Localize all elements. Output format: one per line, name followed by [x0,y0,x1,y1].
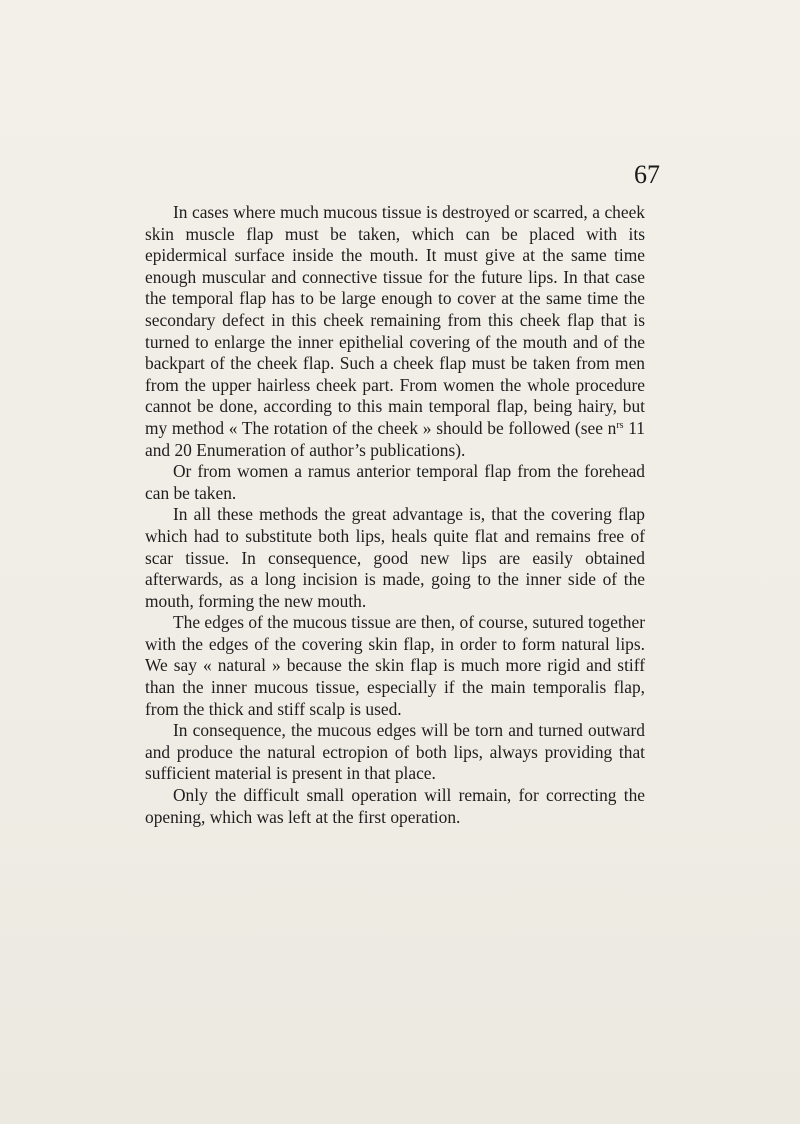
paragraph-1-continuation: 11 and 20 Enumeration of author’s publications). [145,417,645,460]
paragraph-1-text: In cases where much mucous tissue is destroyed or scarred, a cheek skin muscle flap must be taken, which can be placed with its epidermical surface inside the mouth. It must give at the same time enough muscular and connective tissue for the future lips. In that case the temporal flap has to be large enough to cover at the same time the secondary defect in this cheek remaining from this cheek flap that is turned to enlarge the inner epithelial covering of the mouth and of the backpart of the cheek flap. Such a cheek flap must be taken from men from the upper hairless cheek part. From women the whole procedure cannot be done, according to this main temporal flap, being hairy, but my method « The rotation of the cheek » should be followed (see n [145,202,645,438]
paragraph-4: The edges of the mucous tissue are then, of course, sutured together with the edges of the covering skin flap, in order to form natural lips. We say « natural » because the skin flap is much more rigid and stiff than the inner mucous tissue, especially if the main temporalis flap, from the thick and stiff scalp is used. [145,612,645,719]
footnote-superscript: rs [616,419,624,431]
paragraph-5: In consequence, the mucous edges will be torn and turned outward and produce the natural ectropion of both lips, always providing that sufficient material is present in that place. [145,720,645,784]
body-text [145,202,645,828]
page-number: 67 [634,160,660,189]
paragraph-6: Only the difficult small operation will remain, for correcting the opening, which was left at the first operation. [145,785,645,827]
paragraph-1 [145,202,645,461]
paragraph-3: In all these methods the great advantage is, that the covering flap which had to substitute both lips, heals quite flat and remains free of scar tissue. In consequence, good new lips are easily obtained afterwards, as a long incision is made, going to the inner side of the mouth, forming the new mouth. [145,504,645,611]
paragraph-2: Or from women a ramus anterior temporal flap from the forehead can be taken. [145,461,645,503]
